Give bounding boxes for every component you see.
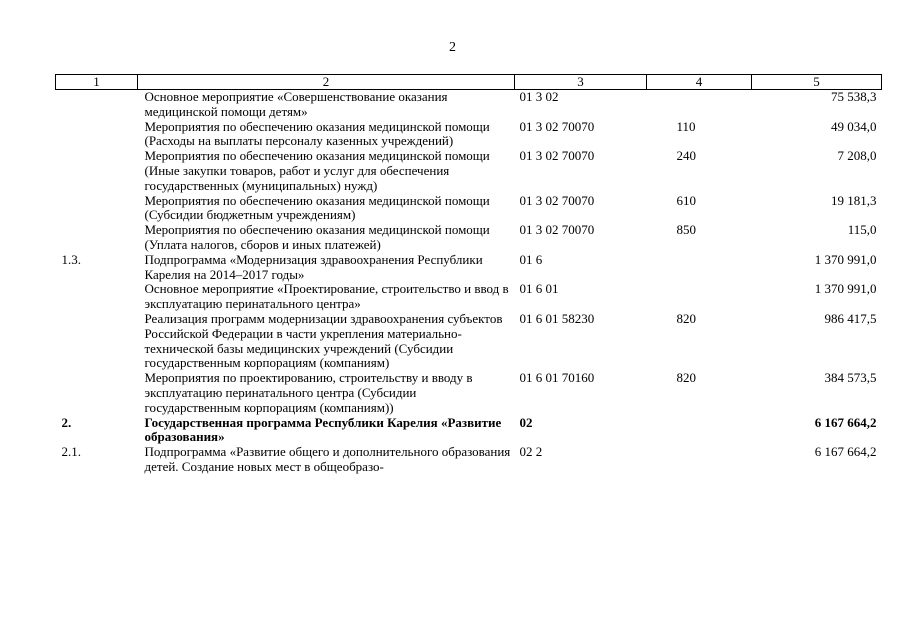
- row-name: Мероприятия по обеспечению оказания медицинской помощи (Уплата налогов, сборов и иных платежей): [144, 222, 490, 252]
- row-number: [56, 282, 138, 312]
- column-header-row: [56, 75, 882, 90]
- row-code: 01 6 01 70160: [519, 370, 595, 386]
- row-expense-type: [647, 90, 752, 120]
- table-row: [56, 445, 882, 475]
- row-name: Основное мероприятие «Совершенствование оказания медицинской помощи детям»: [144, 89, 448, 119]
- row-name: Государственная программа Республики Карелия «Развитие образования»: [144, 414, 502, 445]
- table-row: [56, 149, 882, 193]
- row-sum: 1 370 991,0: [814, 251, 877, 267]
- row-name: Мероприятия по обеспечению оказания медицинской помощи (Субсидии бюджетным учреждениям): [144, 192, 490, 223]
- row-name: Мероприятия по обеспечению оказания медицинской помощи (Иные закупки товаров, работ и услуг для обеспечения государственных (муниципальных) нужд): [144, 148, 490, 193]
- row-name: Мероприятия по обеспечению оказания медицинской помощи (Расходы на выплаты персоналу казенных учреждений): [144, 118, 490, 149]
- row-code: 01 6: [519, 251, 543, 267]
- row-code: 01 6 01 58230: [519, 310, 595, 326]
- column-header-1: 1: [56, 75, 138, 90]
- row-number: [56, 371, 138, 415]
- table-row: [56, 371, 882, 415]
- row-number: [56, 149, 138, 193]
- row-name: Подпрограмма «Модернизация здравоохранения Республики Карелия на 2014–2017 годы»: [144, 251, 483, 282]
- row-code: 01 3 02: [519, 89, 559, 104]
- row-expense-type: 820: [676, 310, 696, 326]
- row-number: [56, 194, 138, 224]
- row-sum: 49 034,0: [831, 118, 877, 134]
- table-row: [56, 253, 882, 283]
- row-sum: 6 167 664,2: [814, 414, 877, 430]
- row-number: [56, 312, 138, 371]
- page-number: 2: [449, 40, 456, 55]
- row-expense-type: 820: [676, 370, 696, 386]
- row-sum: 384 573,5: [824, 370, 877, 386]
- table-row: [56, 312, 882, 371]
- table-row: [56, 416, 882, 446]
- row-expense-type: [647, 416, 752, 446]
- row-number: [56, 90, 138, 120]
- row-name: Мероприятия по проектированию, строительству и вводу в эксплуатацию перинатального центра (Субсидии государственным корпорациям (компаниям)): [144, 370, 473, 415]
- row-sum: 986 417,5: [824, 310, 877, 326]
- row-name: Основное мероприятие «Проектирование, строительство и ввод в эксплуатацию перинатального центра»: [144, 281, 509, 312]
- row-expense-type: [647, 445, 752, 475]
- row-name: Подпрограмма «Развитие общего и дополнительного образования детей. Создание новых мест в общеобразо-: [144, 444, 511, 474]
- row-expense-type: 610: [676, 192, 696, 208]
- row-expense-type: [647, 282, 752, 312]
- row-code: 01 3 02 70070: [519, 222, 595, 238]
- row-name: Реализация программ модернизации здравоохранения субъектов Российской Федерации в части укрепления материально-технической базы медицинских учреждений (Субсидии государственным корпорациям (компаниям): [144, 310, 503, 371]
- row-code: 01 3 02 70070: [519, 192, 595, 208]
- row-code: 01 6 01: [519, 281, 559, 297]
- table-row: [56, 223, 882, 253]
- row-sum: 7 208,0: [837, 148, 877, 164]
- row-code: 01 3 02 70070: [519, 148, 595, 164]
- row-code: 02 2: [519, 444, 543, 460]
- row-sum: 6 167 664,2: [814, 444, 877, 460]
- column-header-2: 2: [138, 75, 515, 90]
- row-expense-type: 240: [676, 148, 696, 164]
- row-code: 02: [519, 414, 533, 430]
- row-sum: 19 181,3: [831, 192, 877, 208]
- row-sum: 1 370 991,0: [814, 281, 877, 297]
- row-expense-type: 110: [676, 118, 696, 134]
- row-sum: 115,0: [847, 222, 877, 238]
- table-row: [56, 282, 882, 312]
- row-number: [56, 120, 138, 150]
- column-header-5: 5: [752, 75, 882, 90]
- row-expense-type: 850: [676, 222, 696, 238]
- budget-table: [55, 74, 882, 475]
- row-sum: 75 538,3: [831, 89, 877, 104]
- row-number: 2.1.: [61, 444, 81, 460]
- row-expense-type: [647, 253, 752, 283]
- row-number: 1.3.: [61, 251, 81, 267]
- row-code: 01 3 02 70070: [519, 118, 595, 134]
- column-header-3: 3: [515, 75, 647, 90]
- column-header-4: 4: [647, 75, 752, 90]
- table-row: [56, 120, 882, 150]
- table-row: [56, 194, 882, 224]
- row-number: 2.: [61, 414, 72, 430]
- table-row: [56, 90, 882, 120]
- row-number: [56, 223, 138, 253]
